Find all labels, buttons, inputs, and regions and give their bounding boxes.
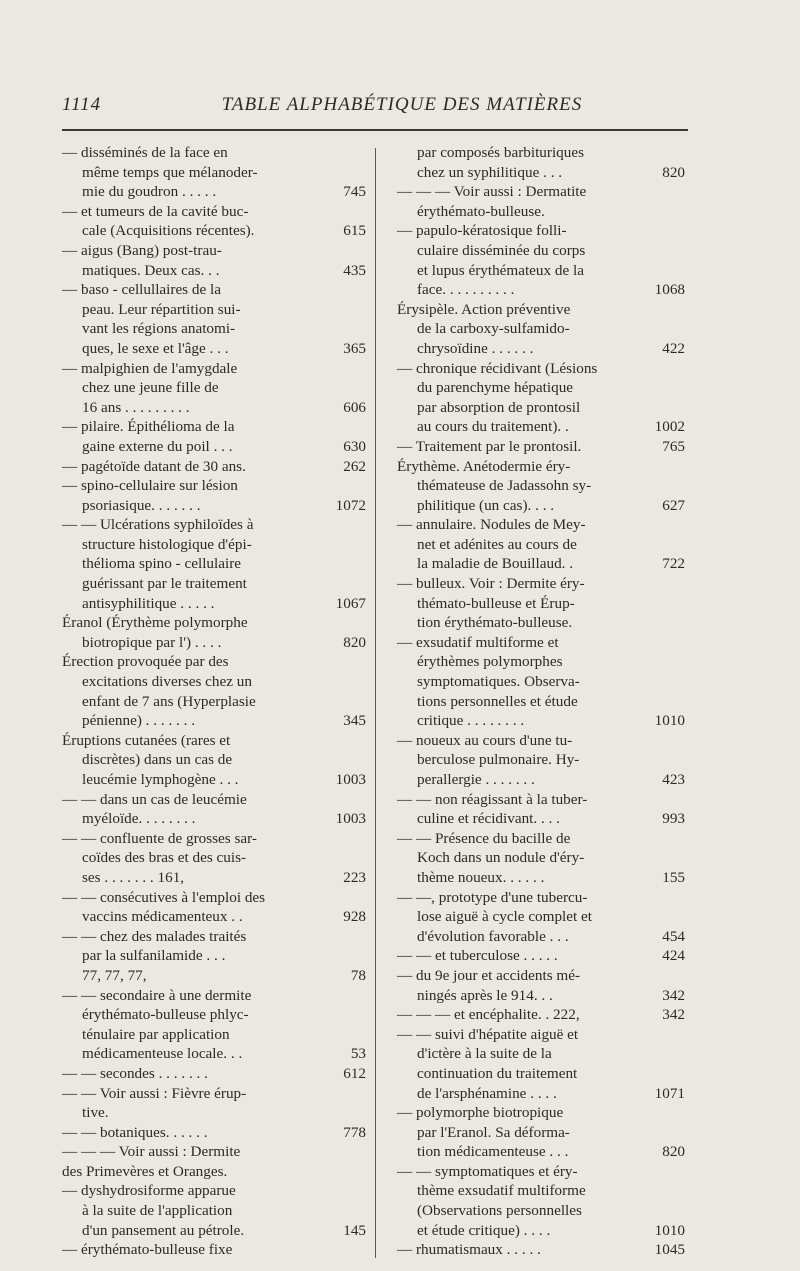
index-entry-line xyxy=(397,1162,685,1182)
index-entry-line xyxy=(397,927,685,947)
index-entry-line xyxy=(62,907,366,927)
entry-text: pénienne) . . . . . . . xyxy=(82,712,196,730)
entry-text: thème exsudatif multiforme xyxy=(417,1182,586,1200)
entry-text: érythèmes polymorphes xyxy=(417,653,563,671)
entry-text: ques, le sexe et l'âge . . . xyxy=(82,339,229,357)
entry-text: — — suivi d'hépatite aiguë et xyxy=(397,1025,579,1043)
entry-text: — Traitement par le prontosil. xyxy=(397,437,582,455)
entry-text: — dyshydrosiforme apparue xyxy=(62,1182,236,1200)
index-entry-line xyxy=(62,1005,366,1025)
index-entry-line xyxy=(62,359,366,379)
entry-page-ref: 1003 xyxy=(335,771,366,788)
entry-page-ref: 820 xyxy=(662,1143,685,1161)
index-entry-line xyxy=(62,927,366,947)
entry-text: — — consécutives à l'emploi des xyxy=(62,888,266,906)
entry-text: antisyphilitique . . . . . xyxy=(82,594,215,612)
entry-page-ref: 155 xyxy=(662,868,685,886)
entry-text: leucémie lymphogène . . . xyxy=(82,771,239,788)
index-entry-line xyxy=(397,163,685,183)
index-entry-line xyxy=(62,496,366,516)
index-entry-line xyxy=(62,515,366,535)
index-entry-line xyxy=(62,1103,366,1123)
running-title: TABLE ALPHABÉTIQUE DES MATIÈRES xyxy=(221,94,583,115)
index-entry-line xyxy=(397,457,685,477)
entry-text: d'un pansement au pétrole. xyxy=(82,1221,245,1239)
entry-text: continuation du traitement xyxy=(417,1064,578,1082)
index-entry-line xyxy=(62,163,366,183)
index-entry-line xyxy=(62,1064,366,1084)
entry-text: — — — Voir aussi : Dermite xyxy=(62,1143,241,1161)
entry-page-ref: 223 xyxy=(343,868,366,886)
entry-page-ref: 1067 xyxy=(335,594,366,612)
entry-page-ref: 345 xyxy=(343,712,366,730)
index-entry-line xyxy=(62,966,366,986)
entry-text: ses . . . . . . . 161, xyxy=(82,868,185,886)
entry-page-ref: 78 xyxy=(350,966,366,984)
entry-text: — du 9e jour et accidents mé- xyxy=(397,966,581,984)
left-column xyxy=(62,143,366,1260)
index-entry-line xyxy=(397,437,685,457)
entry-text: — noueux au cours d'une tu- xyxy=(397,731,573,749)
index-entry-line xyxy=(62,594,366,614)
entry-text: ténulaire par application xyxy=(82,1025,230,1043)
entry-text: culaire disséminée du corps xyxy=(417,241,586,259)
index-entry-line xyxy=(397,1181,685,1201)
right-column xyxy=(397,143,685,1260)
index-entry-line xyxy=(397,1201,685,1221)
entry-text: chez un syphilitique . . . xyxy=(417,163,563,181)
column-divider xyxy=(375,148,376,1258)
entry-text: du parenchyme hépatique xyxy=(417,379,574,397)
index-entry-line xyxy=(62,1240,366,1260)
index-entry-line xyxy=(397,319,685,339)
entry-text: — malpighien de l'amygdale xyxy=(62,359,238,377)
entry-text: d'évolution favorable . . . xyxy=(417,927,569,945)
entry-text: tive. xyxy=(82,1104,109,1122)
entry-page-ref: 820 xyxy=(343,633,366,651)
index-entry-line xyxy=(62,613,366,633)
entry-text: même temps que mélanoder- xyxy=(82,163,258,181)
index-entry-line xyxy=(397,790,685,810)
index-entry-line xyxy=(397,1240,685,1260)
entry-text: — aigus (Bang) post-trau- xyxy=(62,241,222,259)
index-entry-line xyxy=(397,888,685,908)
index-entry-line xyxy=(62,946,366,966)
index-entry-line xyxy=(62,261,366,281)
index-entry-line xyxy=(397,496,685,516)
entry-text: tion érythémato-bulleuse. xyxy=(417,614,573,632)
index-entry-line xyxy=(397,750,685,770)
index-entry-line xyxy=(397,848,685,868)
index-entry-line xyxy=(397,829,685,849)
entry-page-ref: 1071 xyxy=(654,1084,685,1102)
entry-text: net et adénites au cours de xyxy=(417,535,577,553)
index-entry-line xyxy=(397,986,685,1006)
entry-text: vant les régions anatomi- xyxy=(82,320,236,338)
index-entry-line xyxy=(62,221,366,241)
index-entry-line xyxy=(62,672,366,692)
entry-text: — — Ulcérations syphiloïdes à xyxy=(62,516,254,534)
entry-text: — exsudatif multiforme et xyxy=(397,633,559,651)
index-entry-line xyxy=(397,652,685,672)
entry-text: ningés après le 914. . . xyxy=(417,986,553,1004)
entry-text: — — — Voir aussi : Dermatite xyxy=(397,183,587,201)
entry-text: à la suite de l'application xyxy=(82,1202,233,1220)
entry-text: structure histologique d'épi- xyxy=(82,535,252,553)
index-entry-line xyxy=(397,633,685,653)
entry-text: mie du goudron . . . . . xyxy=(82,183,217,201)
entry-page-ref: 1068 xyxy=(654,281,685,299)
index-entry-line xyxy=(62,1025,366,1045)
entry-page-ref: 928 xyxy=(343,908,366,926)
index-entry-line xyxy=(62,1181,366,1201)
index-entry-line xyxy=(397,1103,685,1123)
entry-page-ref: 435 xyxy=(343,261,366,279)
index-entry-line xyxy=(62,692,366,712)
entry-text: de l'arsphénamine . . . . xyxy=(417,1084,557,1102)
entry-page-ref: 423 xyxy=(662,771,685,788)
index-entry-line xyxy=(397,1084,685,1104)
index-entry-line xyxy=(397,868,685,888)
entry-page-ref: 1072 xyxy=(335,496,366,514)
index-entry-line xyxy=(397,594,685,614)
entry-text: — rhumatismaux . . . . . xyxy=(397,1241,541,1259)
entry-text: Éranol (Érythème polymorphe xyxy=(62,614,248,632)
entry-text: 16 ans . . . . . . . . . xyxy=(82,398,190,416)
index-entry-line xyxy=(62,750,366,770)
entry-text: — bulleux. Voir : Dermite éry- xyxy=(397,575,585,593)
index-entry-line xyxy=(62,1044,366,1064)
entry-text: matiques. Deux cas. . . xyxy=(82,261,220,279)
entry-text: chez une jeune fille de xyxy=(82,379,219,397)
entry-text: — annulaire. Nodules de Mey- xyxy=(397,516,586,534)
entry-page-ref: 778 xyxy=(343,1123,366,1141)
index-entry-line xyxy=(62,809,366,829)
index-entry-line xyxy=(397,182,685,202)
entry-page-ref: 722 xyxy=(662,555,685,573)
entry-text: — — dans un cas de leucémie xyxy=(62,790,247,808)
index-entry-line xyxy=(397,1142,685,1162)
index-entry-line xyxy=(397,515,685,535)
entry-text: vaccins médicamenteux . . xyxy=(82,908,243,926)
entry-text: — — non réagissant à la tuber- xyxy=(397,790,588,808)
index-entry-line xyxy=(62,280,366,300)
entry-text: la maladie de Bouillaud. . xyxy=(417,555,574,573)
index-entry-line xyxy=(397,359,685,379)
entry-page-ref: 612 xyxy=(343,1064,366,1082)
entry-page-ref: 454 xyxy=(662,927,685,945)
index-entry-line xyxy=(397,398,685,418)
index-entry-line xyxy=(397,1064,685,1084)
entry-text: excitations diverses chez un xyxy=(82,673,252,691)
entry-text: par absorption de prontosil xyxy=(417,398,581,416)
entry-text: philitique (un cas). . . . xyxy=(417,496,555,514)
entry-text: — érythémato-bulleuse fixe xyxy=(62,1241,233,1259)
index-entry-line xyxy=(62,457,366,477)
entry-text: et étude critique) . . . . xyxy=(417,1221,551,1239)
entry-page-ref: 342 xyxy=(662,1006,685,1024)
entry-text: culine et récidivant. . . . xyxy=(417,810,560,828)
entry-text: par l'Eranol. Sa déforma- xyxy=(417,1123,570,1141)
index-entry-line xyxy=(62,535,366,555)
index-entry-line xyxy=(62,1084,366,1104)
entry-text: — pagétoïde datant de 30 ans. xyxy=(62,457,246,475)
index-entry-line xyxy=(397,261,685,281)
entry-text: — — botaniques. . . . . . xyxy=(62,1123,208,1141)
entry-page-ref: 342 xyxy=(662,986,685,1004)
index-entry-line xyxy=(397,966,685,986)
index-entry-line xyxy=(62,1162,366,1182)
index-entry-line xyxy=(62,143,366,163)
entry-text: — spino-cellulaire sur lésion xyxy=(62,477,238,495)
entry-page-ref: 615 xyxy=(343,222,366,240)
entry-text: biotropique par l') . . . . xyxy=(82,633,222,651)
index-entry-line xyxy=(397,241,685,261)
entry-text: — baso - cellullaires de la xyxy=(62,281,221,299)
index-entry-line xyxy=(397,1044,685,1064)
index-entry-line xyxy=(397,613,685,633)
index-entry-line xyxy=(62,986,366,1006)
entry-text: — — chez des malades traités xyxy=(62,927,247,945)
index-entry-line xyxy=(62,202,366,222)
entry-text: thélioma spino - cellulaire xyxy=(82,555,241,573)
entry-text: — — symptomatiques et éry- xyxy=(397,1162,578,1180)
entry-text: tion médicamenteuse . . . xyxy=(417,1143,569,1161)
index-entry-line xyxy=(397,946,685,966)
entry-text: médicamenteuse locale. . . xyxy=(82,1045,243,1063)
index-entry-line xyxy=(62,790,366,810)
entry-page-ref: 745 xyxy=(343,183,366,201)
entry-text: — pilaire. Épithélioma de la xyxy=(62,418,235,436)
entry-page-ref: 365 xyxy=(343,339,366,357)
entry-page-ref: 1045 xyxy=(654,1241,685,1259)
index-entry-line xyxy=(62,241,366,261)
entry-text: — papulo-kératosique folli- xyxy=(397,222,567,240)
entry-text: berculose pulmonaire. Hy- xyxy=(417,751,580,769)
entry-text: — — Présence du bacille de xyxy=(397,829,571,847)
index-entry-line xyxy=(397,711,685,731)
index-entry-line xyxy=(62,398,366,418)
entry-text: — —, prototype d'une tubercu- xyxy=(397,888,588,906)
index-entry-line xyxy=(62,300,366,320)
index-entry-line xyxy=(397,574,685,594)
index-entry-line xyxy=(397,202,685,222)
entry-text: lose aiguë à cycle complet et xyxy=(417,908,592,926)
entry-text: Érection provoquée par des xyxy=(62,653,229,671)
entry-text: au cours du traitement). . xyxy=(417,418,569,436)
entry-text: d'ictère à la suite de la xyxy=(417,1045,552,1063)
entry-text: critique . . . . . . . . xyxy=(417,712,525,730)
entry-text: Érythème. Anétodermie éry- xyxy=(397,457,571,475)
page-number: 1114 xyxy=(62,94,102,115)
entry-page-ref: 1010 xyxy=(654,1221,685,1239)
entry-page-ref: 1010 xyxy=(654,712,685,730)
entry-text: et lupus érythémateux de la xyxy=(417,261,585,279)
entry-text: enfant de 7 ans (Hyperplasie xyxy=(82,692,256,710)
entry-text: Éruptions cutanées (rares et xyxy=(62,731,231,749)
entry-text: coïdes des bras et des cuis- xyxy=(82,849,247,867)
index-entry-line xyxy=(62,731,366,751)
entry-page-ref: 993 xyxy=(662,810,685,828)
index-entry-line xyxy=(397,770,685,790)
entry-page-ref: 1003 xyxy=(335,810,366,828)
entry-text: de la carboxy-sulfamido- xyxy=(417,320,570,338)
entry-text: cale (Acquisitions récentes). xyxy=(82,222,255,240)
entry-text: thémateuse de Jadassohn sy- xyxy=(417,477,592,495)
index-entry-line xyxy=(62,554,366,574)
header-rule xyxy=(62,129,688,131)
entry-page-ref: 606 xyxy=(343,398,366,416)
entry-page-ref: 627 xyxy=(662,496,685,514)
entry-text: par la sulfanilamide . . . xyxy=(82,947,226,965)
index-entry-line xyxy=(397,143,685,163)
index-entry-line xyxy=(62,319,366,339)
entry-page-ref: 630 xyxy=(343,437,366,455)
index-entry-line xyxy=(62,1221,366,1241)
index-entry-line xyxy=(62,1123,366,1143)
entry-text: érythémato-bulleuse. xyxy=(417,202,545,220)
entry-text: tions personnelles et étude xyxy=(417,692,578,710)
entry-page-ref: 145 xyxy=(343,1221,366,1239)
entry-text: — polymorphe biotropique xyxy=(397,1104,564,1122)
entry-text: psoriasique. . . . . . . xyxy=(82,496,201,514)
index-entry-line xyxy=(397,809,685,829)
entry-text: — et tumeurs de la cavité buc- xyxy=(62,202,249,220)
index-entry-line xyxy=(397,1221,685,1241)
index-entry-line xyxy=(62,633,366,653)
index-entry-line xyxy=(397,672,685,692)
entry-text: 77, 77, 77, xyxy=(82,966,147,984)
entry-text: symptomatiques. Observa- xyxy=(417,673,580,691)
entry-page-ref: 1002 xyxy=(654,418,685,436)
index-entry-line xyxy=(62,868,366,888)
entry-text: thémato-bulleuse et Érup- xyxy=(417,594,575,612)
entry-text: Érysipèle. Action préventive xyxy=(397,300,571,318)
index-entry-line xyxy=(62,848,366,868)
entry-text: — — secondes . . . . . . . xyxy=(62,1064,208,1082)
index-entry-line xyxy=(62,711,366,731)
entry-page-ref: 53 xyxy=(350,1045,366,1063)
index-entry-line xyxy=(397,1025,685,1045)
index-entry-line xyxy=(397,300,685,320)
entry-page-ref: 820 xyxy=(662,163,685,181)
entry-text: perallergie . . . . . . . xyxy=(417,771,535,788)
entry-text: — — et tuberculose . . . . . xyxy=(397,947,558,965)
index-entry-line xyxy=(62,417,366,437)
index-entry-line xyxy=(62,182,366,202)
index-entry-line xyxy=(62,339,366,359)
index-entry-line xyxy=(397,692,685,712)
entry-text: — — confluente de grosses sar- xyxy=(62,829,257,847)
entry-text: érythémato-bulleuse phlyc- xyxy=(82,1006,249,1024)
entry-text: — — secondaire à une dermite xyxy=(62,986,252,1004)
index-entry-line xyxy=(397,907,685,927)
entry-text: — — — et encéphalite. . 222, xyxy=(397,1006,580,1024)
index-entry-line xyxy=(397,1005,685,1025)
index-entry-line xyxy=(62,1201,366,1221)
index-entry-line xyxy=(62,437,366,457)
entry-page-ref: 765 xyxy=(662,437,685,455)
index-entry-line xyxy=(62,829,366,849)
index-entry-line xyxy=(397,378,685,398)
entry-text: (Observations personnelles xyxy=(417,1202,582,1220)
entry-page-ref: 262 xyxy=(343,457,366,475)
index-entry-line xyxy=(397,476,685,496)
entry-text: — — Voir aussi : Fièvre érup- xyxy=(62,1084,247,1102)
entry-text: chrysoïdine . . . . . . xyxy=(417,339,534,357)
entry-text: peau. Leur répartition sui- xyxy=(82,300,241,318)
entry-page-ref: 422 xyxy=(662,339,685,357)
index-entry-line xyxy=(62,652,366,672)
entry-page-ref: 424 xyxy=(662,947,685,965)
index-entry-line xyxy=(62,1142,366,1162)
index-entry-line xyxy=(397,221,685,241)
entry-text: guérissant par le traitement xyxy=(82,575,247,593)
index-entry-line xyxy=(397,417,685,437)
entry-text: — disséminés de la face en xyxy=(62,144,228,161)
entry-text: discrètes) dans un cas de xyxy=(82,751,233,769)
entry-text: — chronique récidivant (Lésions xyxy=(397,359,598,377)
page-header xyxy=(62,94,688,124)
index-entry-line xyxy=(62,888,366,908)
index-entry-line xyxy=(62,574,366,594)
index-entry-line xyxy=(62,378,366,398)
index-entry-line xyxy=(62,770,366,790)
entry-text: gaine externe du poil . . . xyxy=(82,437,233,455)
index-entry-line xyxy=(397,535,685,555)
index-entry-line xyxy=(397,339,685,359)
entry-text: par composés barbituriques xyxy=(417,144,585,161)
entry-text: myéloïde. . . . . . . . xyxy=(82,810,196,828)
index-entry-line xyxy=(62,476,366,496)
entry-text: thème noueux. . . . . . xyxy=(417,868,545,886)
entry-text: Koch dans un nodule d'éry- xyxy=(417,849,585,867)
index-entry-line xyxy=(397,554,685,574)
entry-text: face. . . . . . . . . . xyxy=(417,281,515,299)
index-entry-line xyxy=(397,280,685,300)
index-entry-line xyxy=(397,1123,685,1143)
entry-text: des Primevères et Oranges. xyxy=(62,1162,228,1180)
index-entry-line xyxy=(397,731,685,751)
